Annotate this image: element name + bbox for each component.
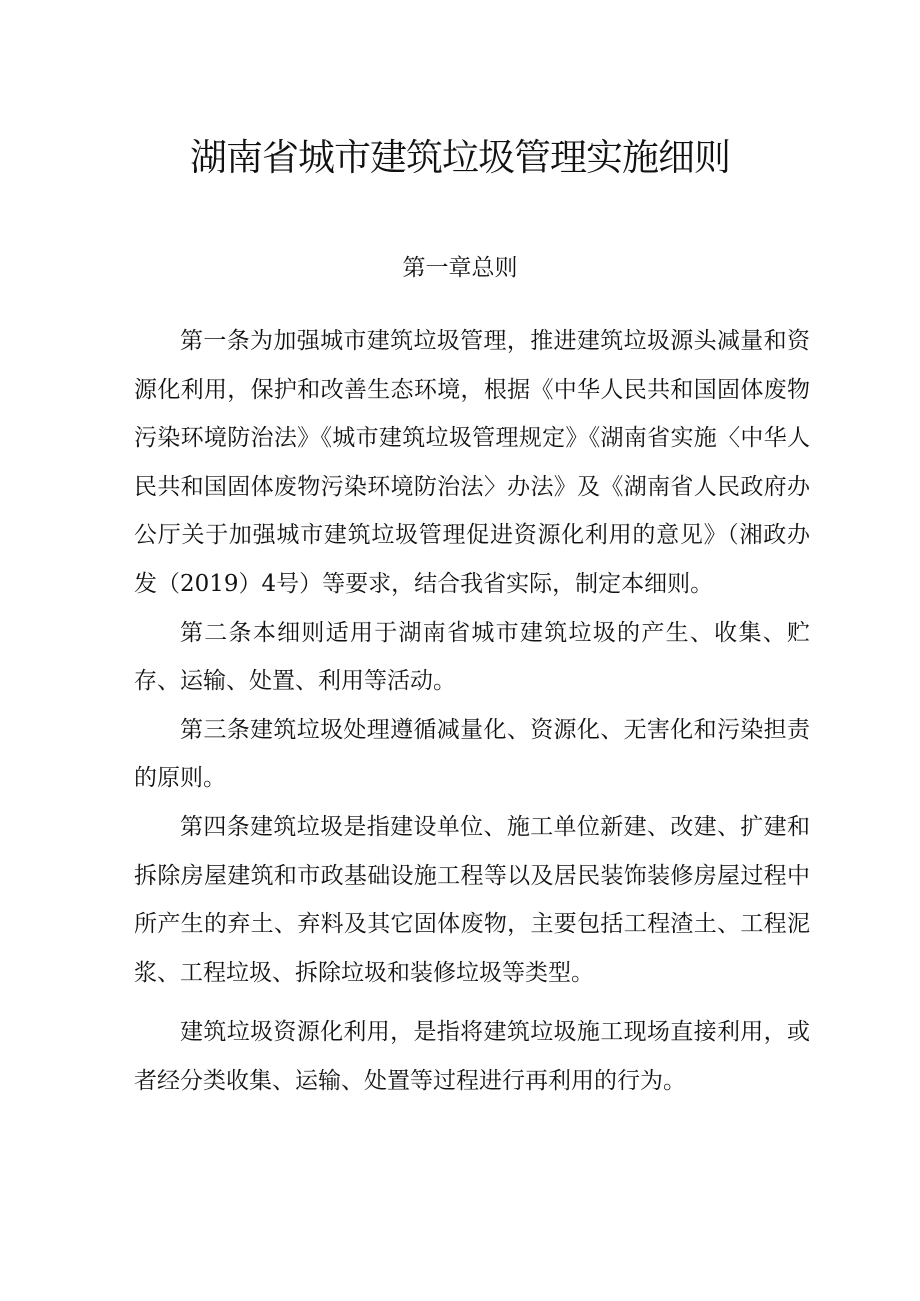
document-body (134, 317, 810, 1106)
chapter-heading: 第一章总则 (402, 255, 518, 281)
article-3-paragraph: 第三条建筑垃圾处理遵循减量化、资源化、无害化和污染担责的原则。 (134, 716, 810, 792)
article-2-paragraph: 第二条本细则适用于湖南省城市建筑垃圾的产生、收集、贮存、运输、处置、利用等活动。 (134, 619, 810, 695)
document-title: 湖南省城市建筑垃圾管理实施细则 (190, 136, 730, 179)
article-1-paragraph: 第一条为加强城市建筑垃圾管理，推进建筑垃圾源头减量和资源化利用，保护和改善生态环境，根据《中华人民共和国固体废物污染环境防治法》《城市建筑垃圾管理规定》《湖南省实施〈中华人民共和国固体废物污染环境防治法〉办法》及《湖南省人民政府办公厅关于加强城市建筑垃圾管理促进资源化利用的意见》（湘政办发（2019）4号）等要求，结合我省实际，制定本细则。 (134, 328, 810, 597)
definition-paragraph: 建筑垃圾资源化利用，是指将建筑垃圾施工现场直接利用，或者经分类收集、运输、处置等过程进行再利用的行为。 (134, 1019, 810, 1094)
article-4-paragraph: 第四条建筑垃圾是指建设单位、施工单位新建、改建、扩建和拆除房屋建筑和市政基础设施工程等以及居民装饰装修房屋过程中所产生的弃土、弃料及其它固体废物，主要包括工程渣土、工程泥浆、工程垃圾、拆除垃圾和装修垃圾等类型。 (134, 813, 810, 986)
